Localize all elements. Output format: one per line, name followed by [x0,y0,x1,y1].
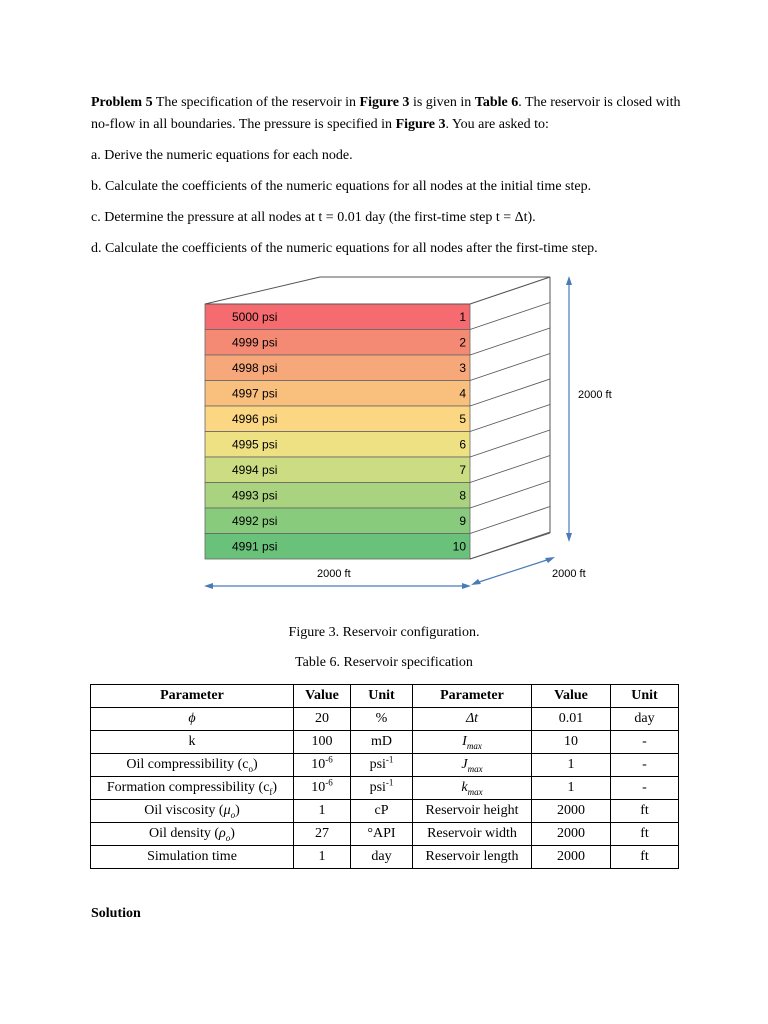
table-row [91,731,679,754]
layer-node-label: 4 [459,386,466,401]
side-face-line [470,405,550,432]
reservoir-bottom-edge [470,533,550,559]
cell-parameter: Oil viscosity $(\mu_o)$ [91,800,294,823]
layer-node-label: 2 [459,335,466,350]
problem-statement [91,92,681,136]
depth-arrow [471,557,555,585]
header-unit: Unit [611,685,679,708]
side-face-line [470,456,550,483]
cell-parameter: Δt [413,708,532,731]
table-row [91,708,679,731]
width-arrow [204,583,471,589]
height-arrow [566,276,572,542]
cell-value: 2000 [532,846,611,869]
cell-parameter: Reservoir height [413,800,532,823]
reservoir-top-face [205,277,550,304]
layer-pressure-label: 4995 psi [232,437,278,452]
cell-parameter: Reservoir length [413,846,532,869]
cell-unit: - [611,754,679,777]
layer-node-label: 6 [459,437,466,452]
side-face-line [470,328,550,355]
layer-pressure-label: 4997 psi [232,386,278,401]
figure-reference: Figure 3 [359,95,410,110]
cell-value: 1 [532,777,611,800]
cell-unit: % [351,708,413,731]
layer-pressure-label: 4992 psi [232,513,278,528]
reservoir-side-face [470,277,550,559]
layer-pressure-label: 4994 psi [232,462,278,477]
task-item-a: a. Derive the numeric equations for each node. [91,148,353,163]
problem-text-3: . The reservoir is closed with no-flow in all boundaries. The pressure is specified in [91,95,681,132]
cell-unit: - [611,777,679,800]
layer-node-label: 9 [459,513,466,528]
header-unit: Unit [351,685,413,708]
cell-value: 10 [532,731,611,754]
table-row [91,823,679,846]
cell-value: $10^{-6}$ [294,777,351,800]
table-header-row [91,685,679,708]
problem-label: Problem 5 [91,95,153,110]
height-label: 2000 ft [578,389,612,401]
cell-unit: cP [351,800,413,823]
cell-value: 1 [532,754,611,777]
task-item-c: c. Determine the pressure at all nodes at t = 0.01 day (the first-time step t = Δt). [91,210,536,225]
header-parameter: Parameter [91,685,294,708]
cell-value: 2000 [532,823,611,846]
side-face-line [470,354,550,381]
side-face-line [470,507,550,534]
cell-parameter: Formation compressibility $(c_f)$ [91,777,294,800]
cell-parameter: Oil density $(\rho_o)$ [91,823,294,846]
cell-parameter: $I_{max}$ [413,731,532,754]
cell-unit: psi$^{-1}$ [351,777,413,800]
cell-value: 20 [294,708,351,731]
layer-pressure-label: 4993 psi [232,488,278,503]
layer-node-label: 10 [452,539,466,554]
cell-parameter: ϕ [91,708,294,731]
table-row [91,800,679,823]
cell-unit: mD [351,731,413,754]
width-label: 2000 ft [317,568,351,580]
reservoir-layers [205,304,470,559]
cell-unit: ft [611,846,679,869]
depth-label: 2000 ft [552,568,586,580]
header-value: Value [532,685,611,708]
layer-pressure-label: 4998 psi [232,360,278,375]
layer-node-label: 7 [459,462,466,477]
cell-parameter: Oil compressibility $(c_o)$ [91,754,294,777]
table-row [91,754,679,777]
cell-parameter: Simulation time [91,846,294,869]
layer-node-label: 3 [459,360,466,375]
table-row [91,777,679,800]
header-parameter: Parameter [413,685,532,708]
table-row [91,846,679,869]
cell-value: 1 [294,846,351,869]
reservoir-diagram [200,270,620,600]
layer-node-label: 8 [459,488,466,503]
figure-caption: Figure 3. Reservoir configuration. [288,625,480,640]
cell-value: 1 [294,800,351,823]
table-reference: Table 6 [474,95,519,110]
layer-pressure-label: 4991 psi [232,539,278,554]
layer-node-label: 1 [459,309,466,324]
cell-value: 100 [294,731,351,754]
header-value: Value [294,685,351,708]
solution-heading: Solution [91,906,141,921]
cell-parameter: k [91,731,294,754]
cell-unit: psi$^{-1}$ [351,754,413,777]
side-face-line [470,481,550,508]
side-face-line [470,379,550,406]
table-caption: Table 6. Reservoir specification [295,655,473,670]
task-item-b: b. Calculate the coefficients of the numeric equations for all nodes at the initial time step. [91,179,592,194]
side-face-line [470,303,550,330]
cell-parameter: $k_{max}$ [413,777,532,800]
cell-value: 0.01 [532,708,611,731]
cell-unit: - [611,731,679,754]
layer-pressure-label: 4996 psi [232,411,278,426]
cell-parameter: Reservoir width [413,823,532,846]
layer-pressure-label: 4999 psi [232,335,278,350]
cell-unit: day [611,708,679,731]
problem-text-4: . You are asked to: [445,117,549,132]
task-item-d: d. Calculate the coefficients of the numeric equations for all nodes after the first-time step. [91,241,598,256]
layer-pressure-label: 5000 psi [232,309,278,324]
side-face-line [470,430,550,457]
cell-value: $10^{-6}$ [294,754,351,777]
cell-unit: ft [611,823,679,846]
layer-node-label: 5 [459,411,466,426]
cell-parameter: $J_{max}$ [413,754,532,777]
cell-value: 27 [294,823,351,846]
cell-unit: ft [611,800,679,823]
problem-text-2: is given in [409,95,475,110]
cell-value: 2000 [532,800,611,823]
cell-unit: day [351,846,413,869]
cell-unit: °API [351,823,413,846]
figure-reference: Figure 3 [395,117,446,132]
problem-text-1: The specification of the reservoir in [152,95,360,110]
reservoir-spec-table [90,684,679,869]
